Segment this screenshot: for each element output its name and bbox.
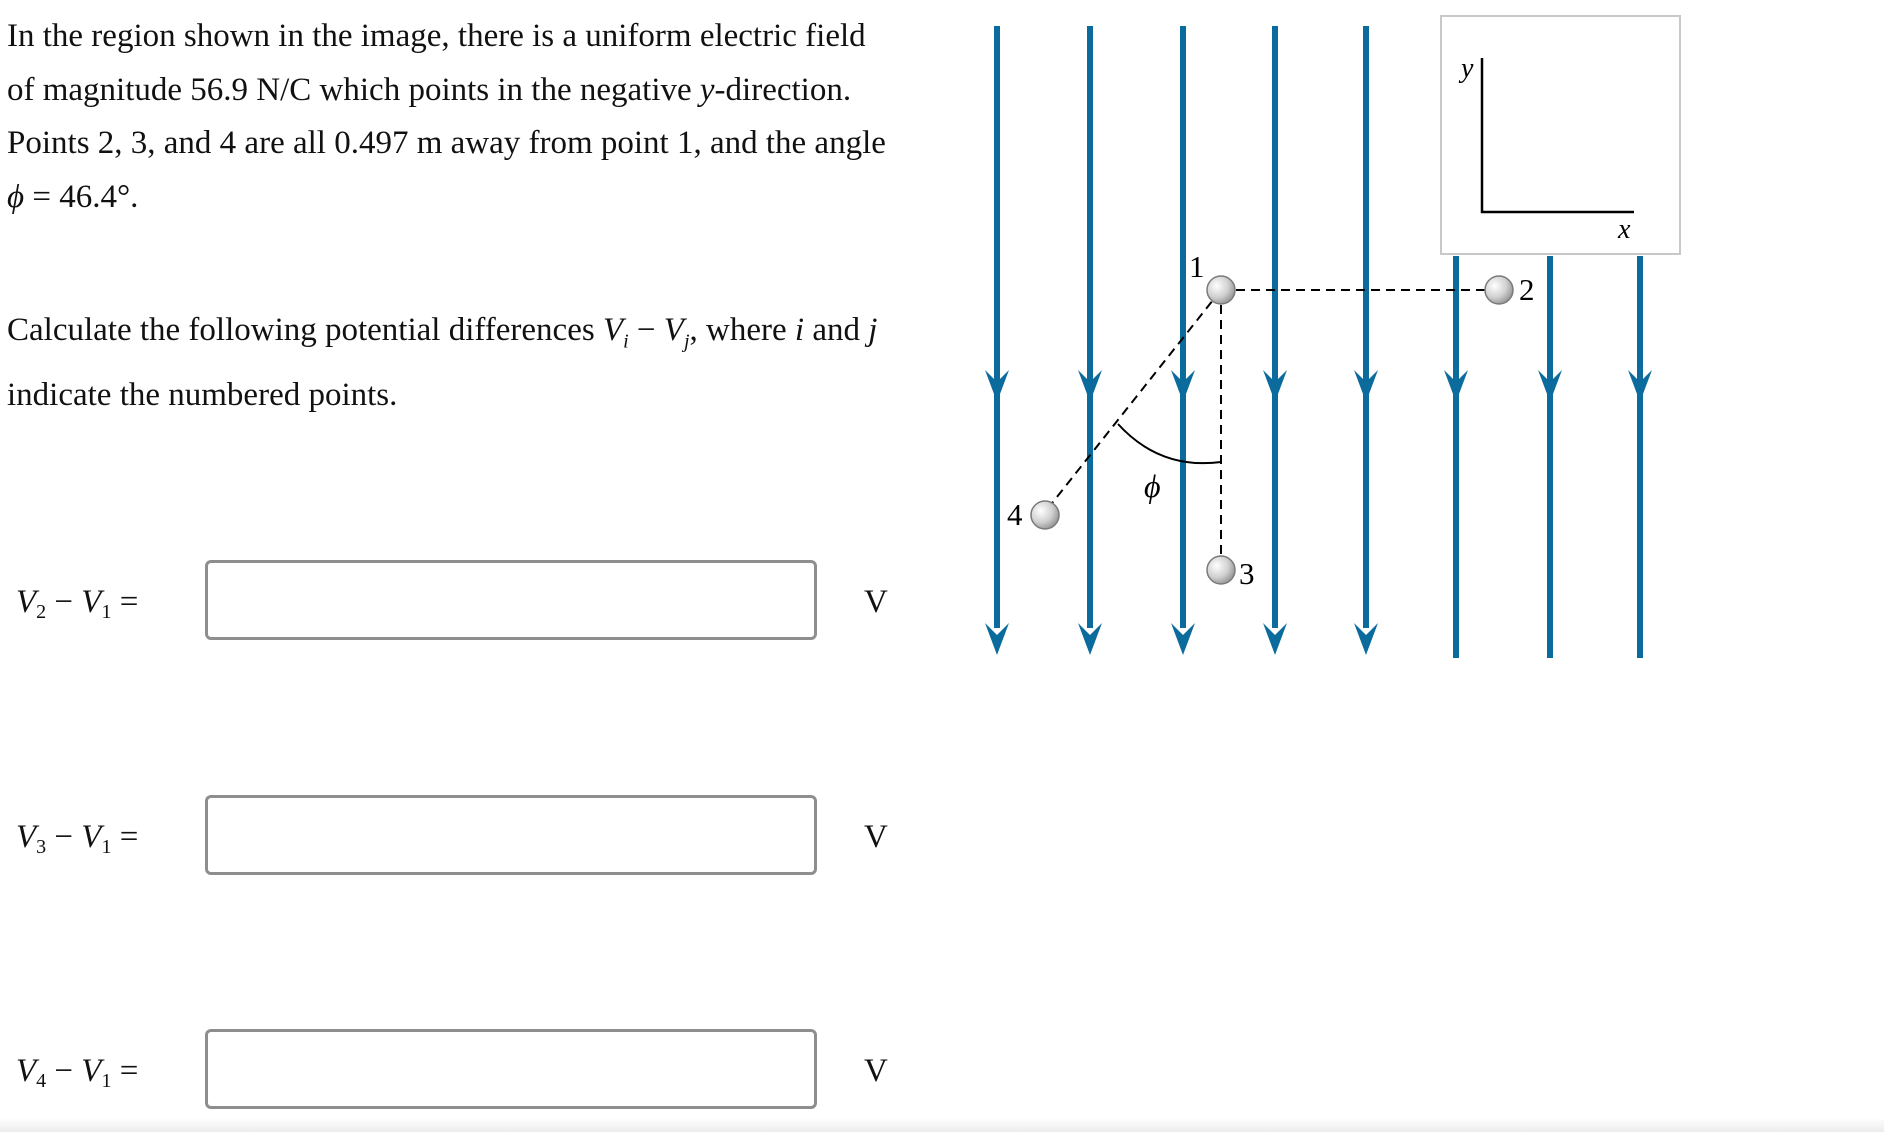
answer-row-v3-v1 [0, 795, 920, 885]
unit-label: V [864, 819, 888, 855]
answer-label: $V_2 - V_1$ = [16, 584, 139, 623]
answer-input-v4-v1[interactable] [205, 1029, 817, 1109]
angle-arc [1118, 424, 1221, 463]
unit-label: V [864, 584, 888, 620]
electric-field-diagram [960, 0, 1720, 680]
point-4 [1031, 501, 1059, 529]
bottom-edge-shade [0, 1118, 1884, 1132]
answer-input-v2-v1[interactable] [205, 560, 817, 640]
point-1 [1207, 276, 1235, 304]
answer-row-v2-v1 [0, 560, 920, 650]
point-3 [1207, 556, 1235, 584]
angle-label: ϕ [1144, 468, 1161, 504]
axis-legend [1441, 16, 1680, 254]
point-1-label: 1 [1189, 249, 1205, 284]
point-2-label: 2 [1519, 272, 1535, 307]
axis-legend-box [1441, 16, 1680, 254]
answer-label: $V_4 - V_1$ = [16, 1053, 139, 1092]
problem-statement: In the region shown in the image, there is a uniform electric field of magnitude 56.9 N/C which points in the negative y-direction. Points 2, 3, and 4 are all 0.497 m away from point 1, and the angle ϕ = 46.4°. [7, 18, 886, 215]
instructions: Calculate the following potential differences $V_i - V_j$, where i and j indicate the numbered points. [7, 312, 878, 414]
axis-y-label: y [1461, 53, 1474, 84]
answer-row-v4-v1 [0, 1029, 920, 1119]
dashed-line-1-4 [1045, 290, 1221, 512]
answer-label: $V_3 - V_1$ = [16, 819, 139, 858]
answer-input-v3-v1[interactable] [205, 795, 817, 875]
point-2 [1485, 276, 1513, 304]
point-4-label: 4 [1007, 497, 1023, 532]
point-3-label: 3 [1239, 556, 1255, 591]
unit-label: V [864, 1053, 888, 1089]
axis-x-label: x [1618, 214, 1631, 245]
